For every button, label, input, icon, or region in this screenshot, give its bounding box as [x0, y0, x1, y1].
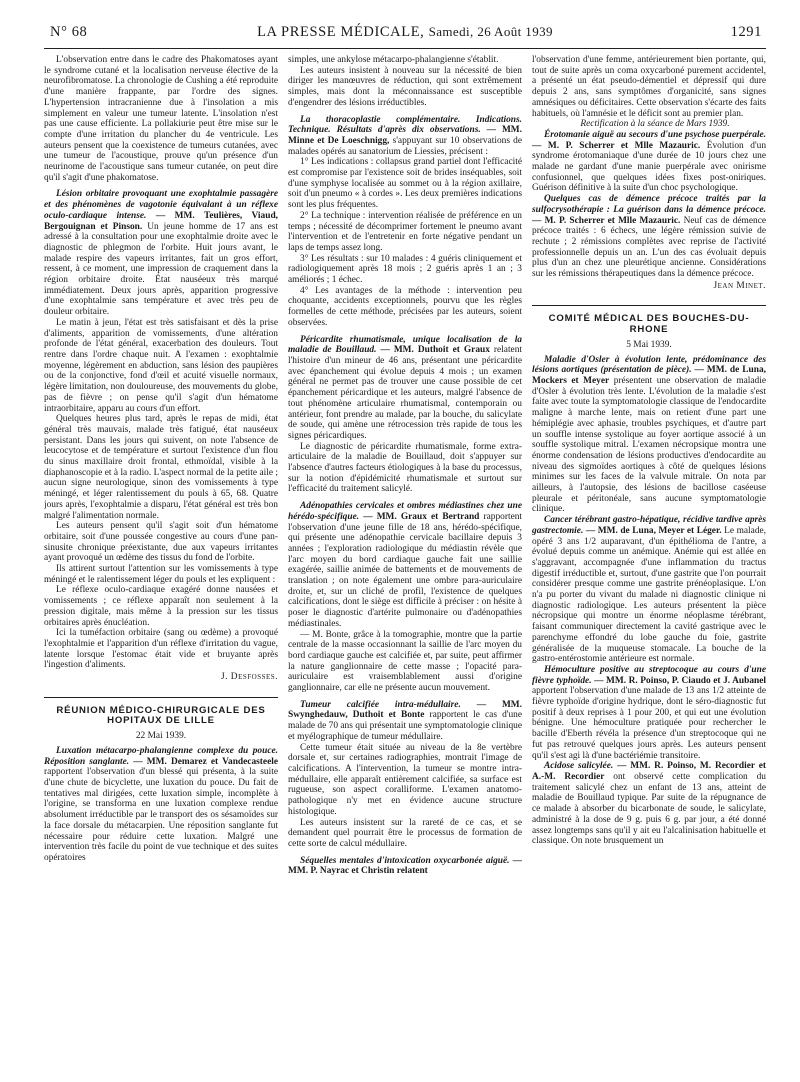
paragraph: relatent l'histoire d'un mineur de 46 ans, présentant une péricardite avec épanchement qui évolue depuis 4 mois ; un examen général ne permet pas de trouver une cause possible de cet épanchement péricardique et les auteurs, malgré l'absence de tout phénomène articulaire rhumatismal, contemporain ou antérieur, font prendre au malade, par la bouche, du salicylate de soude, qui amène une rétrocession très rapide de tous les signes péricardiques.	[288, 345, 522, 441]
page-number: 1291	[730, 24, 762, 40]
paragraph: — M. Bonte, grâce à la tomographie, montre que la partie centrale de la masse occasionnant la saillie de l'arc moyen du bord cardiaque gauche est calcifiée et, par suite, peut affirmer la nature ganglionnaire de cette masse ; l'opacité para-auriculaire est vraisemblablement aussi d'origine ganglionnaire, car elle ne présente aucun mouvement.	[288, 629, 522, 694]
page-header	[44, 24, 766, 46]
paragraph: Le matin à jeun, l'état est très satisfaisant et dès la prise d'aliments, apparition de vomissements, d'une altération profonde de l'état général, exacerbation des douleurs. Tout rentre dans l'ordre chaque nuit. A l'examen : exophtalmie moyenne, légèrement en abduction, sans lésion des paupières ou de la conjonctive, fond d'œil et acuité visuelle normaux, légère limitation, non douloureuse, des mouvements du globe, pas de fièvre ; on pense qu'il s'agit d'un hématome intraorbitaire, apparu au cours d'un effort.	[44, 317, 278, 414]
article-authors: — MM. Minne et De Loeschnigg,	[288, 125, 522, 146]
article-title: La thoracoplastie complémentaire. Indications. Technique. Résultats d'après dix observations.	[288, 114, 522, 136]
list-item: 3° Les résultats : sur 10 malades : 4 guéris cliniquement et radiologiquement après 18 mois ; 2 guéris après 1 an ; 3 améliorés ; 1 échec.	[288, 253, 522, 286]
article-title: Hémoculture positive au streptocoque au cours d'une fièvre typhoïde.	[532, 664, 766, 686]
article-title: Luxation métacarpo-phalangienne complexe du pouce. Réposition sanglante.	[44, 745, 278, 767]
paragraph: rapportent l'observation d'une jeune fille de 18 ans, hérédo-spécifique, qui présente une adénopathie cervicale bacillaire depuis 3 années ; l'exploration radiologique du médiastin révèle que l'arc moyen du bord cardiaque gauche fait une saillie exagérée, saillie animée de battements et de mouvements de translation ; on note également une ombre para-auriculaire droite, et, sur un cliché de profil, l'existence de quelques calcifications, dont le siège est difficile à préciser : on hésite à poser le diagnostic d'artérite pulmonaire ou d'adénopathies médiastinales.	[288, 511, 522, 629]
article-authors: — MM. Duthoit et Graux	[380, 345, 490, 356]
article-luxation	[44, 746, 278, 864]
article-authors: — MM. de Luna, Mockers et Meyer	[532, 365, 766, 386]
paragraph: Neuf cas de démence précoce traités : 6 échecs, une légère rémission suivie de rechute ; 2 rémissions complètes avec reprise de l'activité professionnelle depuis un an. L'un des cas évoluait depuis plus d'un an chez une pleurétique ancienne. Considérations sur les rémissions thérapeutiques dans la démence précoce.	[532, 215, 766, 280]
article-adenopathies	[288, 501, 522, 629]
article-authors: — MM. Graux et Bertrand	[363, 511, 480, 522]
article-authors: — MM. Demarez et Vandecasteele	[133, 756, 278, 767]
paragraph: l'observation d'une femme, antérieurement bien portante, qui, tout de suite après un coma oxycarboné purement accidentel, a présenté un état pseudo-démentiel et dépressif qui dure depuis 2 ans, sans symptômes d'organicité, sans signes amnésiques ou déficitaires. Cette observation s'écarte des faits habituels, où l'amnésie et le déficit sont au premier plan.	[532, 55, 766, 119]
section-heading: COMITÉ MÉDICAL DES BOUCHES-DU-RHONE	[532, 305, 766, 335]
paragraph: Évolution d'un syndrome érotomaniaque d'une durée de 10 jours chez une malade ne gardant d'une manie puerpérale avec onirisme confusionnel, que quelques idées fixes post-oniriques. Guérison définitive à la suite d'un choc psychologique.	[532, 140, 766, 194]
article-title: Séquelles mentales d'intoxication oxycarbonée aiguë.	[300, 855, 510, 866]
column-right	[532, 55, 766, 1078]
article-title: Adénopathies cervicales et ombres médiastines chez une hérédo-spécifique.	[288, 501, 522, 522]
paragraph: Quelques heures plus tard, après le repas de midi, état général très mauvais, malade très fatigué, état nauséeux persistant. Dans les jours qui suivent, on note l'absence de leucocytose et de température et surtout l'existence d'un flou du sinus maxillaire droit frontal, ethmoïdal, visible à la diaphanoscopie et à la radio. L'aspect normal de la petite aile ; aucun signe neurologique, sinon des vomissements à type méningé, et léger ralentissement du pouls à 65, 68. Quatre jours après, l'exophtalmie a disparu, l'état général est très bon malgré l'alimentation normale.	[44, 414, 278, 521]
paragraph: s'appuyant sur 10 observations de malades opérés au sanatorium de Liessies, précisent :	[288, 135, 522, 157]
article-erotomanie	[532, 130, 766, 194]
paragraph: Un jeune homme de 17 ans est adressé à la consultation pour une exophtalmie droite avec le diagnostic de phlegmon de l'orbite. Huit jours avant, le malade respire des vapeurs irritantes, fait un gros effort, ressent, à ce moment, une impression de craquement dans la région orbitaire droite. État nauséeux très marqué immédiatement. Deux jours après, apparition progressive d'une exophtalmie sans température et avec très peu de douleur orbitaire.	[44, 221, 278, 318]
article-authors: — MM. R. Poinso, M. Recordier et A.-M. Recordier	[532, 761, 766, 782]
journal-name: LA PRESSE MÉDICALE,	[257, 24, 425, 40]
article-thoracoplastie	[288, 115, 522, 158]
article-title: Quelques cas de démence précoce traités par la sulfocrysothérapie : La guérison dans la démence précoce.	[532, 194, 766, 215]
text-columns	[44, 55, 766, 1078]
paragraph: Le réflexe oculo-cardiaque exagéré donne nausées et vomissements ; ce réflexe apparaît non seulement à la pression digitale, mais même à la pression sur les tissus orbitaires après énucléation.	[44, 585, 278, 628]
list-item: 1° Les indications : collapsus grand partiel dont l'efficacité est compromise par l'existence soit de brides inséquables, soit d'une symphyse localisée au sommet ou à la région axillaire, soit d'un pneumo « à cordes ». Les deux premières indications sont les plus fréquentes.	[288, 157, 522, 211]
article-title: Tumeur calcifiée intra-médullaire.	[300, 699, 461, 710]
signature: Jean Minet.	[713, 280, 766, 291]
article-authors: — M. P. Scherrer et Mlle Mazauric.	[532, 140, 701, 151]
article-authors: — MM. de Luna, Meyer et Léger.	[585, 525, 722, 536]
paragraph: Cette tumeur était située au niveau de la 8e vertèbre dorsale et, sur certaines radiographies, montrait l'image de calcifications. A l'intervention, la tumeur se montre intra-médullaire, elle apparaît entièrement calcifiée, sa surface est rugueuse, son aspect coralliforme. L'examen anatomo-pathologique n'y met en évidence aucune structure histologique.	[288, 742, 522, 817]
article-acidose	[532, 761, 766, 847]
paragraph: Le malade, opéré 3 ans 1/2 auparavant, d'un épithélioma de l'antre, a évolué depuis comme un anémique. Anémie qui est allée en s'aggravant, accompagnée d'une inflammation du tractus digestif irréductible et, surtout, d'une gastrite que l'on pourrait considérer presque comme une gastrite prénéoplasique. L'on n'a pu porter du vivant du malade ni diagnostic clinique ni diagnostic radiologique. Les auteurs présentent la pièce nécropsique qui montre un énorme néoplasme térébrant, faisant communiquer directement la cavité gastrique avec le parenchyme effondré du lobe gauche du foie, gastrite généralisée de la muqueuse stomacale. La bouche de la gastro-entérostomie antérieure est normale.	[532, 525, 766, 665]
article-title: Acidose salicylée.	[544, 761, 614, 772]
issue-number: N° 68	[50, 24, 88, 40]
section-heading: RÉUNION MÉDICO-CHIRURGICALE DES HOPITAUX DE LILLE	[44, 697, 278, 727]
header-rule	[44, 48, 766, 49]
article-authors: — MM. Swynghedauw, Duthoit et Bonte	[288, 699, 522, 721]
column-left	[44, 55, 278, 1078]
paragraph: rapportent le cas d'une malade de 70 ans qui présentait une symptomatologie clinique et myélographique de tumeur médullaire.	[288, 710, 522, 742]
journal-title	[44, 24, 766, 41]
paragraph: L'observation entre dans le cadre des Phakomatoses ayant le syndrome cutané et la localisation nerveuse élective de la neurofibromatose. La chronologie de Cushing a été reproduite d'une manière frappante, par l'ordre des signes. L'hypertension intracranienne due à l'insolation a mis simplement en valeur une tumeur latente. L'insolation n'est pas une cause efficiente. La pollakiurie peut être mise sur le compte d'une irritation du plancher du 4e ventricule. Les auteurs pensent que la coexistence de tumeurs cutanées, avec une tumeur de l'acoustique, prouve qu'un présence d'un neurinome de l'acoustique sans tumeur cutanée, on peut dire qu'il s'agit d'une phakomatose.	[44, 55, 278, 183]
paragraph: présentent une observation de maladie d'Osler à évolution très lente. L'évolution de la maladie s'est faite avec toute la symptomatologie classique de l'endocardite maligne à marche lente, mais on retient d'une part une hémiplégie avec aphasie, troubles psychiques, et d'autre part un souffle intense systolique au foyer aortique associé à un souffle systolique mitral. L'examen nécropsique montra une énorme condensation de lésions productives d'endocardite au niveau des sigmoïdes aortiques à côté de quelques lésions minimes sur les faces de la valvule mitrale. On nota par ailleurs, à l'autopsie, des lésions de bacillose caséeuse pleurale et péritonéale, sans aucune symptomatologie clinique.	[532, 375, 766, 515]
article-osler	[532, 355, 766, 516]
paragraph: Le diagnostic de péricardite rhumatismale, forme extra-articulaire de la maladie de Bouillaud, doit s'appuyer sur l'absence d'autres facteurs étiologiques à la base du processus, sur la notion d'épidémicité rhumatismale et surtout sur l'efficacité du traitement salicylé.	[288, 441, 522, 495]
paragraph: simples, une ankylose métacarpo-phalangienne s'établit.	[288, 55, 499, 65]
issue-date: Samedi, 26 Août 1939	[428, 24, 553, 39]
paragraph: Les auteurs insistent sur la rareté de ce cas, et se demandent quel pourrait être le processus de formation de cette sorte de calcul médullaire.	[288, 817, 522, 849]
signature: J. Desfosses.	[220, 672, 278, 683]
article-title: Lésion orbitaire provoquant une exophtalmie passagère et des phénomènes de vagotonie équivalant à un réflexe oculo-cardiaque intense.	[44, 189, 278, 221]
article-tumeur	[288, 700, 522, 743]
paragraph: Ils attirent surtout l'attention sur les vomissements à type méningé et le ralentissement léger du pouls et les expliquent :	[44, 564, 278, 585]
article-demence	[532, 194, 766, 280]
article-authors: — MM. R. Poinso, P. Ciaudo et J. Aubanel	[594, 675, 766, 686]
article-pericardite	[288, 335, 522, 442]
article-title: Péricardite rhumatismale, unique localisation de la maladie de Bouillaud.	[288, 334, 522, 356]
article-title: Maladie d'Osler à évolution lente, prédominance des lésions aortiques (présentation de pièce).	[532, 354, 766, 376]
article-title: Érotomanie aiguë au secours d'une psychose puerpérale.	[544, 129, 766, 140]
paragraph: ont observé cette complication du traitement salicylé chez un enfant de 13 ans, atteint de maladie de Bouillaud typique. Par suite de la répugnance de ce malade à absorber du bicarbonate de soude, le salicylate, administré à la dose de 9 g. puis 6 g. par jour, a été donné assez longtemps sans qu'il y ait eu l'alcalinisation habituelle et classique. On note brusquement un	[532, 772, 766, 847]
article-lesion	[44, 189, 278, 317]
paragraph: Les auteurs insistent à nouveau sur la nécessité de bien diriger les manœuvres de réduction, qui sont extrêmement simples, mais dont la méconnaissance est susceptible d'engendrer des lésions irréductibles.	[288, 65, 522, 108]
paragraph: Les auteurs pensent qu'il s'agit soit d'un hématome orbitaire, soit d'une poussée congestive au cours d'une pan-sinusite chronique préexistante, due aux vapeurs irritantes ayant provoqué un œdème des tissus du fond de l'orbite.	[44, 521, 278, 564]
paragraph: rapportent l'observation d'un blessé qui présenta, à la suite d'une chute de bicyclette, une luxation du pouce. Du fait de tentatives mal dirigées, cette luxation simple, incomplète à l'origine, se transforma en une luxation complexe rendue absolument irréductible par le transport des os sésamoïdes sur la face dorsale du métacarpien. Une réposition sanglante fut nécessaire pour réduire cette luxation. Malgré une intervention très facile du point de vue technique et des suites opératoires	[44, 767, 278, 863]
section-date: 5 Mai 1939.	[626, 339, 672, 350]
article-title: Cancer térébrant gastro-hépatique, récidive tardive après gastrectomie.	[532, 515, 766, 536]
list-item: 2° La technique : intervention réalisée de préférence en un temps ; nécessité de décomprimer fortement le pneumo avant l'intervention et de l'entretenir en forte négative pendant un laps de temps assez long.	[288, 210, 522, 253]
article-authors: — M. P. Scherrer et Mlle Mazauric.	[532, 215, 681, 226]
column-middle	[288, 55, 522, 1078]
list-item: 4° Les avantages de la méthode : intervention peu choquante, accidents exceptionnels, pourvu que les règles formelles de cette méthode, précisées par les auteurs, soient observées.	[288, 285, 522, 328]
article-authors: — MM. P. Nayrac et Christin relatent	[288, 855, 522, 877]
article-sequelles	[288, 856, 522, 877]
article-cancer	[532, 515, 766, 665]
article-authors: — MM. Teulières, Viaud, Bergouignan et Pinson.	[44, 210, 278, 232]
section-date: 22 Mai 1939.	[135, 731, 187, 742]
paragraph: apportent l'observation d'une malade de 13 ans 1/2 atteinte de fièvre typhoïde d'origine hydrique, dont le séro-diagnostic fut positif à deux reprises à 1 pour 200, et qui eut une évolution bénigne. Une hémoculture pratiquée pour rechercher le bacille d'Eberth révéla la présence d'un streptocoque qui ne fut pas retrouvé quelques jours après. Les auteurs pensent qu'il s'est agi là d'une bactériémie transitoire.	[532, 686, 766, 761]
article-hemoculture	[532, 665, 766, 761]
paragraph: Ici la tuméfaction orbitaire (sang ou œdème) a provoqué l'exophtalmie et l'apparition d'un réflexe d'irritation du vague, latente lorsque l'estomac était vide et bruyante après l'ingestion d'aliments.	[44, 628, 278, 671]
rectification-note: Rectification à la séance de Mars 1939.	[580, 119, 730, 130]
